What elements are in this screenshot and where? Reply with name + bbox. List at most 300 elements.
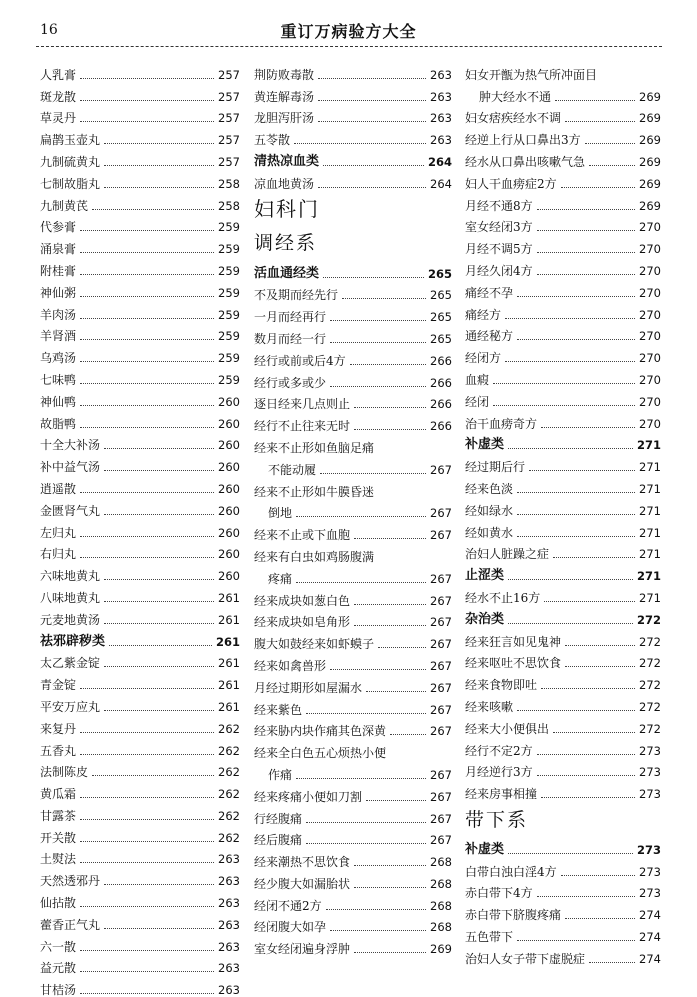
toc-entry [254,125,452,147]
leader-dots [80,296,214,297]
entry-page: 259 [218,285,240,300]
toc-entry [465,583,661,605]
leader-dots [296,516,426,517]
leader-dots [104,143,214,144]
entry-title: 白带白浊白淫4方 [465,864,557,879]
leader-dots [80,318,214,319]
entry-page: 269 [639,111,661,126]
entry-title: 天然透邪丹 [40,874,101,889]
toc-entry [40,518,240,540]
leader-dots [537,896,635,897]
entry-title: 经来呕吐不思饮食 [465,656,562,671]
page-number: 16 [40,22,58,38]
toc-entry [465,147,661,169]
toc-category [254,147,452,169]
toc-entry [40,954,240,976]
entry-title: 五苓散 [254,133,291,148]
toc-entry [40,322,240,344]
entry-page: 262 [218,721,240,736]
toc-entry [465,452,661,474]
entry-title: 血瘕 [465,372,490,387]
section-heading: 带下系 [465,808,529,831]
entry-title: 元麦地黄汤 [40,612,101,627]
toc-entry [465,60,661,82]
leader-dots [323,165,424,166]
leader-dots [80,993,214,994]
entry-page: 265 [430,310,452,325]
leader-dots [366,800,426,801]
entry-page: 269 [639,89,661,104]
entry-title: 神仙粥 [40,285,77,300]
leader-dots [330,342,426,343]
header-rule [36,46,662,47]
entry-title: 经来如禽兽形 [254,658,327,673]
entry-title: 妇人干血痨症2方 [465,176,557,191]
leader-dots [330,320,426,321]
toc-entry [40,82,240,104]
entry-page: 274 [639,908,661,923]
leader-dots [318,121,426,122]
entry-page: 261 [215,634,240,649]
entry-page: 267 [430,528,452,543]
toc-entry [465,256,661,278]
entry-title: 九制黄芪 [40,198,89,213]
entry-title: 清热凉血类 [254,153,320,169]
entry-title: 经闭 [465,394,490,409]
toc-entry [254,302,452,324]
toc-category [465,835,661,857]
leader-dots [80,405,214,406]
toc-entry [465,944,661,966]
entry-title: 室女经闭3方 [465,220,533,235]
entry-page: 258 [218,198,240,213]
toc-entry [254,281,452,303]
entry-title: 经过期后行 [465,460,526,475]
leader-dots [330,930,426,931]
entry-page: 270 [639,372,661,387]
toc-entry [465,540,661,562]
entry-page: 269 [639,198,661,213]
toc-entry [254,913,452,935]
leader-dots [104,187,214,188]
entry-title: 八味地黄丸 [40,590,101,605]
entry-page: 263 [218,983,240,997]
leader-dots [323,277,424,278]
entry-title: 益元散 [40,961,77,976]
toc-entry [254,520,452,542]
toc-entry [465,474,661,496]
toc-entry [40,932,240,954]
entry-page: 262 [218,808,240,823]
entry-page: 270 [639,263,661,278]
leader-dots [104,928,214,929]
entry-title: 经如绿水 [465,503,514,518]
toc-entry [254,891,452,913]
toc-entry [465,365,661,387]
leader-dots [80,971,214,972]
entry-title: 月经不调5方 [465,242,533,257]
toc-entry [465,387,661,409]
entry-title: 左归丸 [40,525,77,540]
toc-entry [40,387,240,409]
leader-dots [537,754,635,755]
entry-page: 266 [430,419,452,434]
entry-page: 267 [430,724,452,739]
leader-dots [541,427,635,428]
entry-page: 273 [639,787,661,802]
entry-page: 267 [430,593,452,608]
toc-entry [465,879,661,901]
entry-title: 妇女开甑为热气所冲面目 [465,67,598,82]
entry-title: 经行不止往来无时 [254,419,351,434]
department-heading: 妇科门 [254,197,320,222]
entry-title: 赤白带下脐腹疼痛 [465,908,562,923]
entry-page: 261 [218,612,240,627]
entry-page: 274 [639,951,661,966]
entry-page: 259 [218,263,240,278]
toc-entry [40,866,240,888]
entry-title: 九制硫黄丸 [40,154,101,169]
leader-dots [294,143,426,144]
leader-dots [354,407,426,408]
leader-dots [320,473,426,474]
entry-title: 痛经方 [465,307,502,322]
toc-entry [40,583,240,605]
entry-page: 267 [430,680,452,695]
leader-dots [296,778,426,779]
entry-page: 267 [430,811,452,826]
toc-column-2 [254,60,452,956]
entry-page: 267 [430,462,452,477]
toc-entry [40,692,240,714]
entry-title: 甘露茶 [40,808,77,823]
toc-entry [40,801,240,823]
leader-dots [330,669,426,670]
leader-dots [508,579,633,580]
entry-title: 月经久闭4方 [465,263,533,278]
toc-entry [254,673,452,695]
leader-dots [537,775,635,776]
entry-page: 272 [639,656,661,671]
leader-dots [561,187,635,188]
leader-dots [541,797,635,798]
toc-entry [465,322,661,344]
leader-dots [354,429,426,430]
entry-page: 267 [430,702,452,717]
entry-title: 仙拈散 [40,896,77,911]
entry-title: 经行或多或少 [254,375,327,390]
entry-title: 七制故脂丸 [40,176,101,191]
toc-category [465,605,661,627]
entry-title: 经后腹痛 [254,833,303,848]
toc-entry [465,649,661,671]
leader-dots [80,383,214,384]
leader-dots [80,688,214,689]
toc-entry [254,455,452,477]
toc-entry [465,900,661,922]
leader-dots [80,862,214,863]
entry-title: 附桂膏 [40,263,77,278]
entry-page: 261 [218,656,240,671]
entry-page: 271 [639,547,661,562]
leader-dots [561,875,635,876]
leader-dots [493,383,635,384]
entry-page: 269 [639,133,661,148]
toc-entry [40,540,240,562]
entry-page: 261 [218,699,240,714]
toc-entry [465,125,661,147]
leader-dots [104,165,214,166]
leader-dots [80,230,214,231]
toc-entry [465,300,661,322]
entry-page: 264 [430,176,452,191]
entry-page: 267 [430,615,452,630]
toc-entry [40,452,240,474]
entry-title: 赤白带下4方 [465,886,533,901]
toc-entry [40,888,240,910]
entry-page: 260 [218,547,240,562]
page-header [0,0,697,50]
entry-title: 代参膏 [40,220,77,235]
entry-title: 经来成块如皂角形 [254,615,351,630]
toc-entry [40,147,240,169]
section-heading: 调经系 [254,232,318,255]
entry-title: 不及期而经先行 [254,288,339,303]
leader-dots [354,538,426,539]
entry-page: 259 [218,307,240,322]
entry-title: 七味鸭 [40,372,77,387]
leader-dots [508,623,633,624]
leader-dots [80,78,214,79]
entry-page: 262 [218,743,240,758]
entry-page: 263 [218,852,240,867]
entry-page: 265 [430,331,452,346]
entry-page: 263 [430,89,452,104]
toc-entry [40,125,240,147]
entry-page: 266 [430,375,452,390]
entry-title: 六味地黄丸 [40,569,101,584]
entry-page: 260 [218,394,240,409]
leader-dots [306,822,426,823]
toc-entry [254,826,452,848]
leader-dots [366,691,426,692]
entry-title: 通经秘方 [465,329,514,344]
entry-title: 扁鹊玉壶丸 [40,133,101,148]
entry-page: 267 [430,767,452,782]
leader-dots [109,645,212,646]
entry-page: 270 [639,351,661,366]
entry-title: 龙胆泻肝汤 [254,111,315,126]
entry-page: 259 [218,242,240,257]
entry-page: 263 [218,896,240,911]
leader-dots [537,230,635,231]
toc-entry [465,496,661,518]
entry-title: 活血通经类 [254,265,320,281]
toc-entry [254,368,452,390]
leader-dots [537,274,635,275]
entry-title: 疼痛 [268,571,293,586]
entry-page: 271 [639,503,661,518]
entry-page: 266 [430,397,452,412]
leader-dots [354,887,426,888]
entry-page: 263 [218,874,240,889]
toc-entry [254,324,452,346]
toc-entry [254,411,452,433]
entry-page: 263 [218,961,240,976]
entry-title: 土熨法 [40,852,77,867]
toc-entry [254,608,452,630]
entry-title: 凉血地黄汤 [254,176,315,191]
entry-title: 荆防败毒散 [254,67,315,82]
leader-dots [80,121,214,122]
entry-title: 人乳膏 [40,67,77,82]
entry-title: 腹大如鼓经来如虾蟆子 [254,637,375,652]
entry-title: 乌鸡汤 [40,351,77,366]
toc-entry [465,922,661,944]
leader-dots [104,666,214,667]
toc-entry [254,847,452,869]
leader-dots [80,274,214,275]
toc-entry [254,651,452,673]
entry-page: 271 [636,438,661,453]
entry-title: 杂治类 [465,611,505,627]
entry-title: 经来成块如葱白色 [254,593,351,608]
entry-title: 经来狂言如见鬼神 [465,634,562,649]
entry-title: 开关散 [40,830,77,845]
entry-title: 止涩类 [465,568,505,584]
toc-entry [254,717,452,739]
toc-entry [40,561,240,583]
toc-entry [254,499,452,521]
toc-category [465,431,661,453]
toc-entry [40,60,240,82]
leader-dots [350,364,426,365]
entry-page: 268 [430,855,452,870]
entry-page: 260 [218,460,240,475]
toc-entry [40,910,240,932]
entry-title: 右归丸 [40,547,77,562]
leader-dots [104,710,214,711]
toc-entry [40,431,240,453]
entry-title: 羊肉汤 [40,307,77,322]
toc-entry [254,82,452,104]
leader-dots [537,252,635,253]
entry-page: 273 [639,886,661,901]
entry-page: 261 [218,590,240,605]
entry-title: 经来疼痛小便如刀割 [254,789,363,804]
leader-dots [505,361,635,362]
entry-page: 257 [218,67,240,82]
toc-entry [254,564,452,586]
entry-title: 逐日经来几点则止 [254,397,351,412]
entry-page: 269 [639,176,661,191]
entry-page: 270 [639,416,661,431]
entry-title: 斑龙散 [40,89,77,104]
toc-entry [40,256,240,278]
leader-dots [306,713,426,714]
toc-entry [465,670,661,692]
toc-entry [40,300,240,322]
entry-title: 数月而经一行 [254,331,327,346]
entry-page: 270 [639,285,661,300]
entry-page: 273 [639,743,661,758]
entry-page: 272 [639,678,661,693]
leader-dots [296,582,426,583]
leader-dots [565,918,635,919]
toc-category [465,561,661,583]
leader-dots [80,252,214,253]
entry-title: 经逆上行从口鼻出3方 [465,133,581,148]
toc-entry [465,278,661,300]
leader-dots [589,962,635,963]
toc-entry [254,104,452,126]
entry-page: 260 [218,503,240,518]
leader-dots [80,906,214,907]
leader-dots [330,386,426,387]
entry-page: 271 [639,481,661,496]
toc-entry [465,758,661,780]
entry-title: 补虚类 [465,841,505,857]
leader-dots [505,318,635,319]
leader-dots [378,647,426,648]
toc-entry [254,804,452,826]
leader-dots [390,734,426,735]
entry-title: 治妇人脏躁之症 [465,547,550,562]
entry-title: 经水不止16方 [465,590,541,605]
leader-dots [318,100,426,101]
entry-page: 259 [218,220,240,235]
toc-entry [465,779,661,801]
leader-dots [80,754,214,755]
entry-page: 274 [639,930,661,945]
book-title: 重订万病验方大全 [280,22,417,41]
leader-dots [92,775,214,776]
entry-title: 经来不止形如鱼脑足痛 [254,440,375,455]
entry-page: 272 [639,721,661,736]
leader-dots [589,165,635,166]
toc-column-1 [40,60,240,997]
leader-dots [80,732,214,733]
entry-page: 269 [430,942,452,957]
toc-entry [254,738,452,760]
toc-category [254,259,452,281]
entry-page: 266 [430,353,452,368]
leader-dots [104,601,214,602]
entry-title: 月经过期形如屋漏水 [254,680,363,695]
toc-entry [40,736,240,758]
toc-entry [40,845,240,867]
entry-page: 262 [218,765,240,780]
leader-dots [80,557,214,558]
toc-entry [254,60,452,82]
entry-page: 264 [427,154,452,169]
entry-page: 262 [218,787,240,802]
toc-entry [40,670,240,692]
toc-entry [40,714,240,736]
toc-entry [465,692,661,714]
toc-entry [40,169,240,191]
leader-dots [517,492,635,493]
entry-title: 来复丹 [40,721,77,736]
entry-title: 经来大小便俱出 [465,721,550,736]
entry-page: 260 [218,438,240,453]
leader-dots [80,361,214,362]
leader-dots [104,579,214,580]
entry-page: 272 [639,699,661,714]
leader-dots [517,940,635,941]
leader-dots [493,405,635,406]
entry-title: 作痛 [268,767,293,782]
